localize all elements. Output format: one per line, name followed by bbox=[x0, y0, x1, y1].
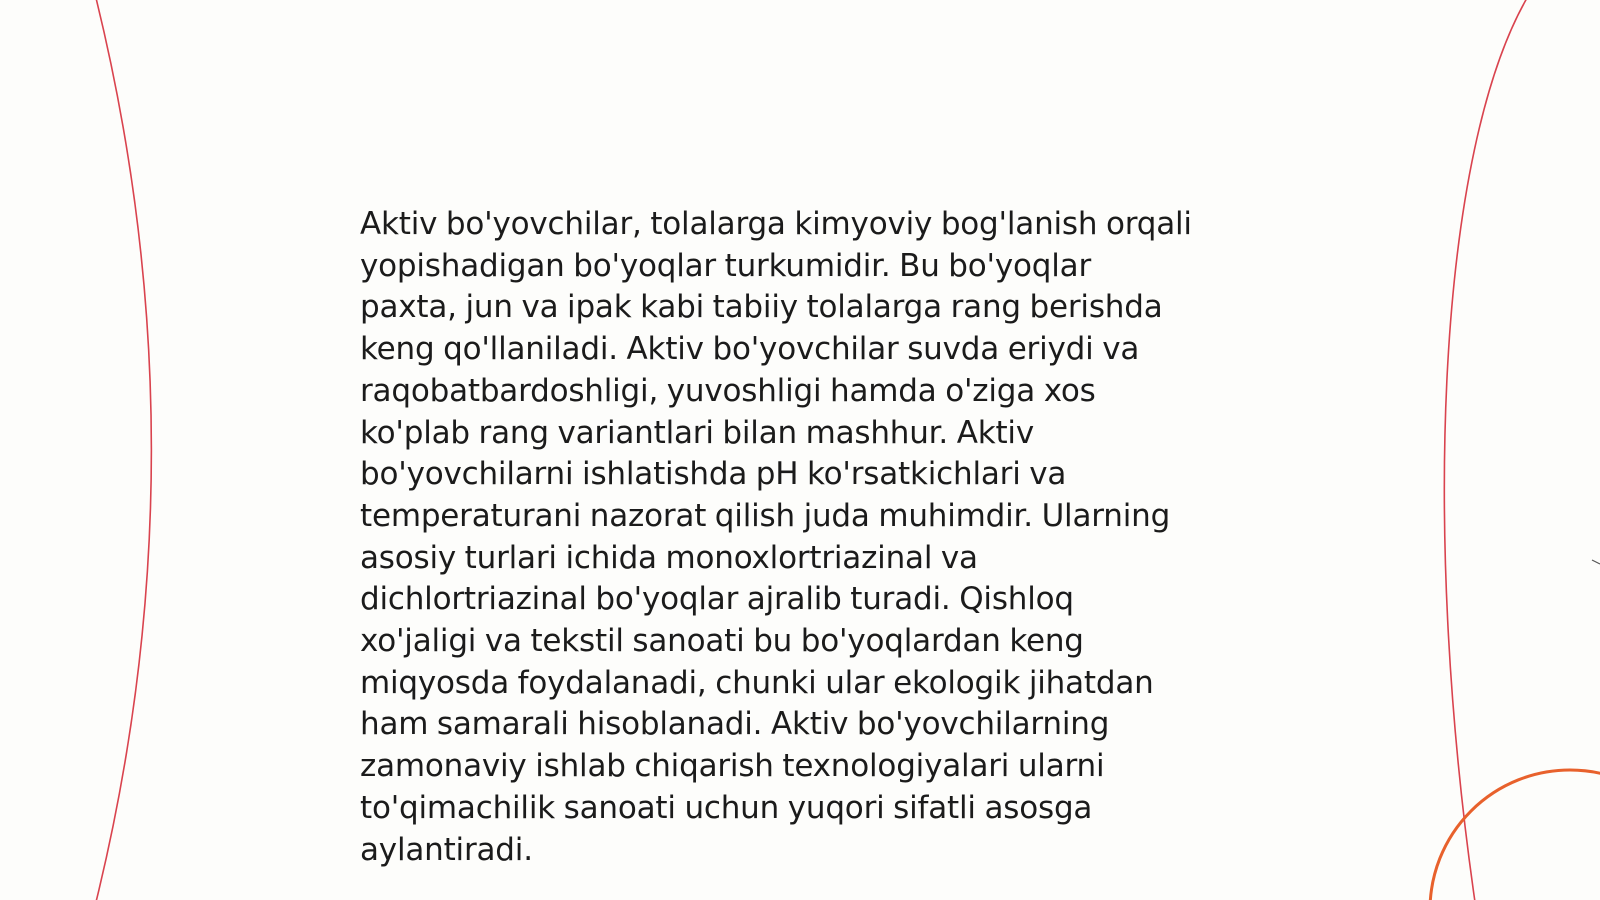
right-curve-line bbox=[1444, 0, 1527, 900]
body-line: dichlortriazinal bo'yoqlar ajralib turadi. Qishloq bbox=[360, 581, 1074, 618]
body-line: yopishadigan bo'yoqlar turkumidir. Bu bo'yoqlar bbox=[360, 247, 1092, 284]
body-line: paxta, jun va ipak kabi tabiiy tolalarga rang berishda bbox=[360, 289, 1163, 326]
body-line: keng qo'llaniladi. Aktiv bo'yovchilar suvda eriydi va bbox=[360, 331, 1140, 368]
body-line: zamonaviy ishlab chiqarish texnologiyalari ularni bbox=[360, 748, 1105, 785]
edge-tick-mark bbox=[1592, 560, 1600, 564]
body-line: temperaturani nazorat qilish juda muhimdir. Ularning bbox=[360, 497, 1171, 534]
body-line: asosiy turlari ichida monoxlortriazinal va bbox=[360, 539, 978, 576]
body-line: ko'plab rang variantlari bilan mashhur. Aktiv bbox=[360, 414, 1034, 451]
accent-circle-outline bbox=[1430, 770, 1600, 900]
body-line: Aktiv bo'yovchilar, tolalarga kimyoviy bog'lanish orqali bbox=[360, 206, 1192, 242]
body-line: miqyosda foydalanadi, chunki ular ekologik jihatdan bbox=[360, 664, 1154, 701]
body-line: xo'jaligi va tekstil sanoati bu bo'yoqlardan keng bbox=[360, 623, 1084, 660]
left-curve-line bbox=[96, 0, 152, 900]
body-paragraph bbox=[360, 204, 1240, 871]
body-line: bo'yovchilarni ishlatishda pH ko'rsatkichlari va bbox=[360, 456, 1067, 493]
body-line: to'qimachilik sanoati uchun yuqori sifatli asosga bbox=[360, 789, 1093, 826]
body-line: aylantiradi. bbox=[360, 831, 533, 868]
body-line: raqobatbardoshligi, yuvoshligi hamda o'ziga xos bbox=[360, 372, 1096, 409]
body-line: ham samarali hisoblanadi. Aktiv bo'yovchilarning bbox=[360, 706, 1110, 743]
